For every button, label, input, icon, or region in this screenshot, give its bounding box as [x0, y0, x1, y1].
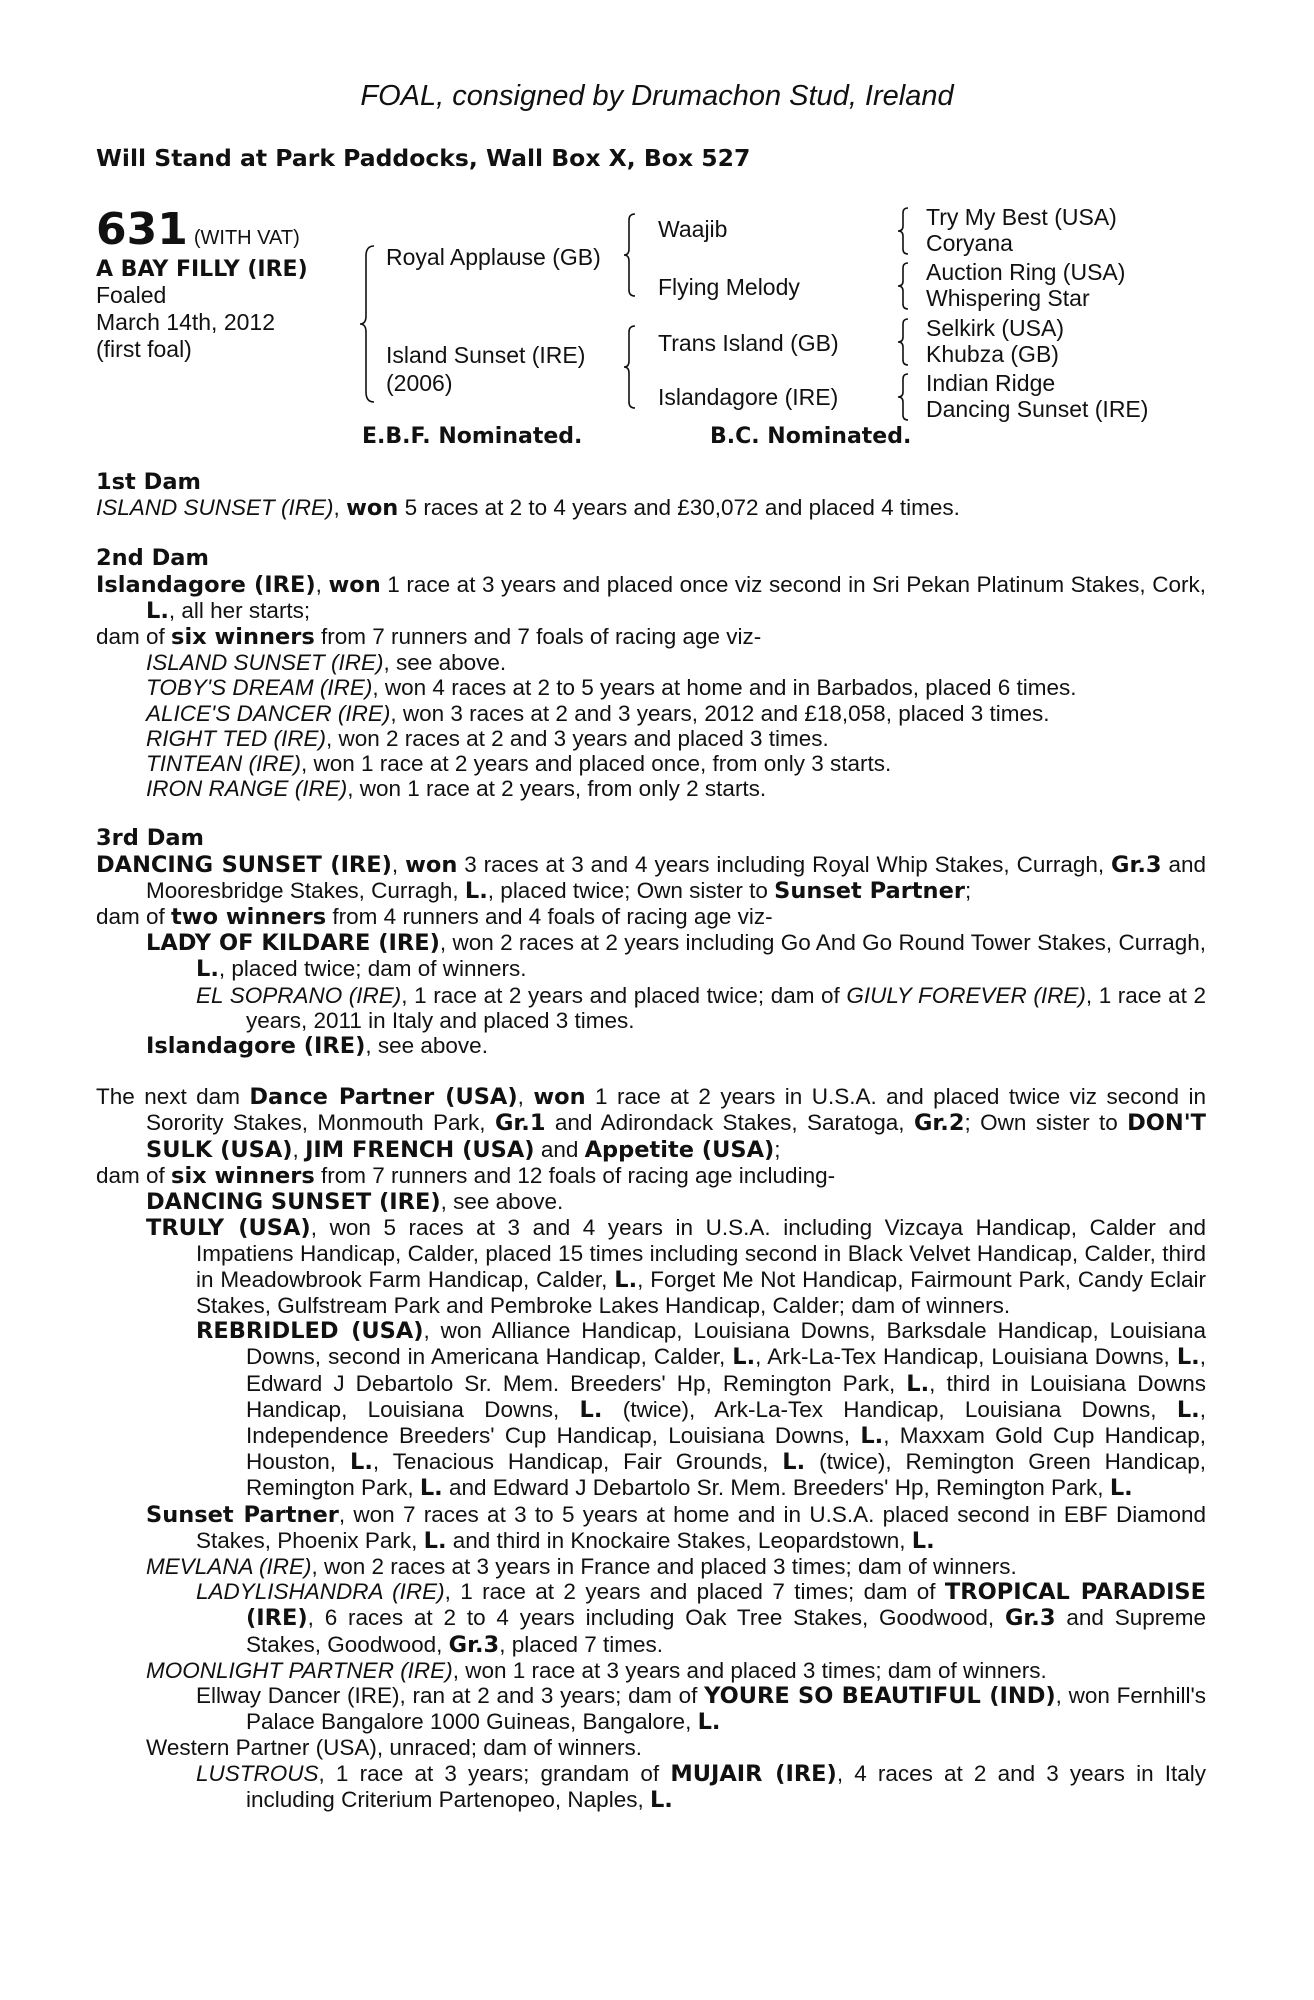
horse-name: Appetite (USA)	[584, 1136, 775, 1163]
text: , won 7 races at 3 to 5 years at home and in U.S.A. placed second in EBF Diamond Stakes, Phoenix Park,	[196, 1501, 1206, 1553]
lot-number-line	[96, 204, 356, 255]
offspring-entry	[96, 930, 1206, 982]
listed-label: L.	[860, 1422, 884, 1449]
text: (twice), Ark-La-Tex Handicap, Louisiana Downs,	[602, 1396, 1177, 1422]
horse-name: JIM FRENCH (USA)	[305, 1136, 535, 1163]
dam-sire-name: Trans Island (GB)	[658, 330, 839, 356]
g3-ancestor-8: Dancing Sunset (IRE)	[926, 396, 1149, 422]
offspring-entry	[96, 776, 1206, 801]
offspring-entry	[96, 1554, 1206, 1579]
foaled-label: Foaled	[96, 282, 167, 308]
third-dam-record	[96, 852, 1206, 904]
horse-name: TROPICAL PARADISE (IRE)	[246, 1579, 1207, 1632]
listed-label: L.	[423, 1527, 447, 1554]
sire-name: Royal Applause (GB)	[386, 244, 601, 270]
horse-name: LADYLISHANDRA (IRE)	[196, 1579, 445, 1605]
g3-brace-1	[896, 206, 910, 256]
text: dam of	[96, 1162, 172, 1188]
text: and Adirondack Stakes, Saratoga,	[545, 1110, 914, 1136]
dam-name: Island Sunset (IRE)	[386, 342, 586, 368]
offspring-entry	[96, 1189, 1206, 1215]
offspring-entry	[96, 1735, 1206, 1760]
text: dam of	[96, 904, 172, 930]
won-label: won	[328, 571, 381, 598]
dam-year: (2006)	[386, 370, 453, 396]
g3-brace-2	[896, 261, 910, 311]
listed-label: L.	[911, 1527, 935, 1554]
g3-brace-3	[896, 317, 910, 367]
text: Ellway Dancer (IRE), ran at 2 and 3 years; dam of	[196, 1682, 705, 1708]
second-dam-produce-summary	[96, 624, 1206, 650]
text: ,	[292, 1136, 306, 1162]
catalogue-text	[96, 470, 1206, 1813]
g3-ancestor-5: Selkirk (USA)	[926, 315, 1065, 341]
g3-ancestor-3: Auction Ring (USA)	[926, 259, 1126, 285]
text: from 7 runners and 12 foals of racing age including-	[314, 1162, 836, 1188]
listed-label: L.	[464, 877, 488, 904]
listed-label: L.	[697, 1709, 721, 1736]
consignor-title: FOAL, consigned by Drumachon Stud, Ireland	[360, 80, 954, 112]
listed-label: L.	[419, 1475, 443, 1502]
offspring-entry	[96, 1033, 1206, 1059]
horse-name: DANCING SUNSET (IRE)	[96, 851, 392, 878]
offspring-entry	[96, 1215, 1206, 1318]
horse-name: EL SOPRANO (IRE)	[196, 982, 402, 1008]
horse-name: ISLAND SUNSET (IRE)	[96, 495, 334, 521]
text: , Tenacious Handicap, Fair Grounds,	[372, 1449, 783, 1475]
lot-info-block	[96, 204, 356, 363]
text: , won 1 race at 3 years and placed 3 times; dam of winners.	[452, 1657, 1047, 1683]
group-label: Gr.2	[913, 1110, 965, 1137]
third-dam-produce-summary	[96, 904, 1206, 930]
text: and	[534, 1136, 585, 1162]
text: Western Partner (USA), unraced; dam of winners.	[146, 1735, 643, 1761]
text: ,	[517, 1084, 534, 1110]
listed-label: L.	[579, 1396, 603, 1423]
listed-label: L.	[732, 1344, 756, 1371]
text: ,	[315, 571, 329, 597]
text: , Ark-La-Tex Handicap, Louisiana Downs,	[755, 1344, 1177, 1370]
won-label: won	[346, 495, 399, 522]
dam-brace	[622, 324, 638, 410]
g3-ancestor-6: Khubza (GB)	[926, 341, 1059, 367]
listed-label: L.	[1109, 1475, 1133, 1502]
listed-label: L.	[614, 1266, 638, 1293]
text: ,	[391, 851, 406, 877]
offspring-entry	[96, 1683, 1206, 1735]
g3-ancestor-2: Coryana	[926, 230, 1013, 256]
text: , placed twice; Own sister to	[487, 877, 775, 903]
text: , placed 7 times.	[499, 1631, 664, 1657]
next-dam-record	[96, 1084, 1206, 1163]
text: , won 1 race at 2 years and placed once, from only 3 starts.	[301, 751, 892, 777]
horse-name: GIULY FOREVER (IRE)	[846, 982, 1086, 1008]
text: and Mooresbridge Stakes, Curragh,	[146, 851, 1206, 903]
text: , won 2 races at 2 years including Go And Go Round Tower Stakes, Curragh,	[439, 930, 1206, 956]
g3-ancestor-7: Indian Ridge	[926, 370, 1056, 396]
text: 1 race at 2 years in U.S.A. and placed twice viz second in Sorority Stakes, Monmouth Park,	[146, 1084, 1206, 1136]
horse-name: MUJAIR (IRE)	[670, 1760, 837, 1787]
text: from 4 runners and 4 foals of racing age viz-	[326, 904, 773, 930]
text: , Forget Me Not Handicap, Fairmount Park, Candy Eclair Stakes, Gulfstream Park and Pembroke Lakes Handicap, Calder; dam of winners.	[196, 1266, 1206, 1318]
g3-ancestor-4: Whispering Star	[926, 285, 1090, 311]
sire-dam-name: Flying Melody	[658, 274, 800, 300]
horse-name: Sunset Partner	[146, 1501, 339, 1528]
text: , won 1 race at 2 years, from only 2 starts.	[347, 776, 767, 802]
text: , won 3 races at 2 and 3 years, 2012 and £18,058, placed 3 times.	[390, 700, 1050, 726]
text: 5 races at 2 to 4 years and £30,072 and placed 4 times.	[398, 495, 960, 521]
horse-name: REBRIDLED (USA)	[196, 1318, 424, 1345]
offspring-entry	[96, 1579, 1206, 1658]
offspring-entry	[96, 650, 1206, 675]
listed-label: L.	[906, 1370, 930, 1397]
listed-label: L.	[146, 597, 169, 624]
text: , won 4 races at 2 to 5 years at home and in Barbados, placed 6 times.	[372, 675, 1077, 701]
text: , 6 races at 2 to 4 years including Oak Tree Stakes, Goodwood,	[307, 1605, 1005, 1631]
text: , see above.	[365, 1033, 488, 1059]
horse-name: Islandagore (IRE)	[96, 571, 316, 598]
horse-name: TRULY (USA)	[146, 1215, 311, 1242]
group-label: Gr.3	[1004, 1605, 1056, 1632]
listed-label: L.	[196, 956, 219, 983]
winners-count: six winners	[171, 624, 315, 651]
text: , 1 race at 2 years and placed twice; dam of	[401, 982, 847, 1008]
offspring-entry	[96, 675, 1206, 700]
horse-name: RIGHT TED (IRE)	[146, 725, 326, 751]
text: , won 2 races at 2 and 3 years and placed 3 times.	[326, 725, 829, 751]
third-dam-heading: 3rd Dam	[96, 825, 204, 852]
text: ,	[333, 495, 347, 521]
won-label: won	[533, 1084, 586, 1111]
text: and Edward J Debartolo Sr. Mem. Breeders' Hp, Remington Park,	[442, 1475, 1110, 1501]
horse-name: Islandagore (IRE)	[146, 1033, 366, 1060]
offspring-entry	[96, 751, 1206, 776]
group-label: Gr.1	[494, 1110, 546, 1137]
offspring-entry	[96, 1658, 1206, 1683]
listed-label: L.	[782, 1449, 806, 1476]
lot-number: 631	[96, 204, 188, 255]
text: , Maxxam Gold Cup Handicap, Houston,	[246, 1422, 1207, 1475]
spacer	[96, 521, 1206, 546]
text: ;	[964, 877, 972, 903]
text: , all her starts;	[168, 597, 311, 623]
spacer	[96, 801, 1206, 826]
text: , see above.	[440, 1189, 564, 1215]
offspring-entry	[96, 983, 1206, 1033]
text: , won Alliance Handicap, Louisiana Downs, Barksdale Handicap, Louisiana Downs, second in Americana Handicap, Calder,	[246, 1318, 1207, 1370]
winners-count: two winners	[171, 904, 327, 931]
listed-label: L.	[1176, 1344, 1200, 1371]
horse-name: DANCING SUNSET (IRE)	[146, 1189, 441, 1216]
vat-note: (WITH VAT)	[193, 227, 300, 249]
horse-name: LUSTROUS	[196, 1760, 319, 1786]
bc-nominated: B.C. Nominated.	[710, 424, 912, 449]
text: , third in Louisiana Downs Handicap, Louisiana Downs,	[246, 1370, 1206, 1422]
sire-brace	[622, 212, 638, 298]
stand-location: Will Stand at Park Paddocks, Wall Box X, Box 527	[96, 144, 751, 172]
horse-name: LADY OF KILDARE (IRE)	[146, 930, 440, 957]
text: , 4 races at 2 and 3 years in Italy including Criterium Partenopeo, Naples,	[246, 1760, 1206, 1812]
offspring-entry	[96, 1318, 1206, 1501]
second-dam-heading: 2nd Dam	[96, 545, 209, 572]
offspring-entry	[96, 1502, 1206, 1554]
text: , 1 race at 2 years and placed 7 times; dam of	[444, 1579, 945, 1605]
foal-note: (first foal)	[96, 336, 192, 362]
text: The next dam	[96, 1084, 250, 1110]
text: , won 2 races at 3 years in France and placed 3 times; dam of winners.	[311, 1553, 1017, 1579]
horse-name: Sunset Partner	[774, 877, 965, 904]
horse-name: YOURE SO BEAUTIFUL (IND)	[704, 1682, 1056, 1709]
lot-name: A BAY FILLY (IRE)	[96, 257, 308, 282]
text: , won Fernhill's Palace Bangalore 1000 Guineas, Bangalore,	[246, 1682, 1206, 1735]
won-label: won	[405, 851, 458, 878]
horse-name: MOONLIGHT PARTNER (IRE)	[146, 1657, 453, 1683]
listed-label: L.	[349, 1449, 373, 1476]
listed-label: L.	[1176, 1396, 1200, 1423]
first-dam-heading: 1st Dam	[96, 469, 201, 495]
horse-name: ISLAND SUNSET (IRE)	[146, 650, 384, 676]
horse-name: Dance Partner (USA)	[249, 1084, 518, 1111]
horse-name: ALICE'S DANCER (IRE)	[146, 700, 391, 726]
first-dam-record	[96, 495, 1206, 521]
horse-name: TOBY'S DREAM (IRE)	[146, 675, 373, 701]
winners-count: six winners	[171, 1162, 315, 1189]
text: ;	[774, 1136, 781, 1162]
horse-name: IRON RANGE (IRE)	[146, 776, 348, 802]
text: 3 races at 3 and 4 years including Royal Whip Stakes, Curragh,	[457, 851, 1111, 877]
text: , placed twice; dam of winners.	[218, 956, 527, 982]
foaled-date: March 14th, 2012	[96, 309, 276, 335]
listed-label: L.	[649, 1786, 673, 1813]
text: dam of	[96, 624, 172, 650]
text: from 7 runners and 7 foals of racing age viz-	[314, 624, 762, 650]
sire-sire-name: Waajib	[658, 216, 728, 242]
next-dam-produce-summary	[96, 1163, 1206, 1189]
spacer	[96, 1059, 1206, 1084]
text: , 1 race at 3 years; grandam of	[318, 1760, 671, 1786]
horse-name: MEVLANA (IRE)	[146, 1553, 312, 1579]
text: 1 race at 3 years and placed once viz second in Sri Pekan Platinum Stakes, Cork,	[380, 571, 1206, 597]
text: and third in Knockaire Stakes, Leopardstown,	[446, 1527, 912, 1553]
group-label: Gr.3	[448, 1631, 500, 1658]
dam-dam-name: Islandagore (IRE)	[658, 384, 839, 410]
text: and Supreme Stakes, Goodwood,	[246, 1605, 1206, 1657]
group-label: Gr.3	[1111, 851, 1162, 878]
offspring-entry	[96, 701, 1206, 726]
second-dam-record	[96, 572, 1206, 624]
offspring-entry	[96, 1761, 1206, 1813]
g3-ancestor-1: Try My Best (USA)	[926, 204, 1117, 230]
main-brace	[358, 244, 378, 404]
ebf-nominated: E.B.F. Nominated.	[362, 424, 583, 449]
text: , 1 race at 2 years, 2011 in Italy and placed 3 times.	[246, 982, 1206, 1033]
text: ; Own sister to	[964, 1110, 1128, 1136]
g3-brace-4	[896, 372, 910, 422]
offspring-entry	[96, 726, 1206, 751]
text: , won 5 races at 3 and 4 years in U.S.A. including Vizcaya Handicap, Calder and Impatiens Handicap, Calder, placed 15 times including second in Black Velvet Handicap, Calder, third in Meadowbrook Farm Handicap, Calder,	[196, 1215, 1206, 1292]
text: (twice), Remington Green Handicap, Remington Park,	[246, 1449, 1206, 1501]
text: , see above.	[383, 650, 507, 676]
text: , Edward J Debartolo Sr. Mem. Breeders' Hp, Remington Park,	[246, 1344, 1206, 1396]
horse-name: TINTEAN (IRE)	[146, 751, 301, 777]
horse-name: DON'T SULK (USA)	[146, 1110, 1206, 1163]
text: , Independence Breeders' Cup Handicap, Louisiana Downs,	[246, 1396, 1206, 1448]
